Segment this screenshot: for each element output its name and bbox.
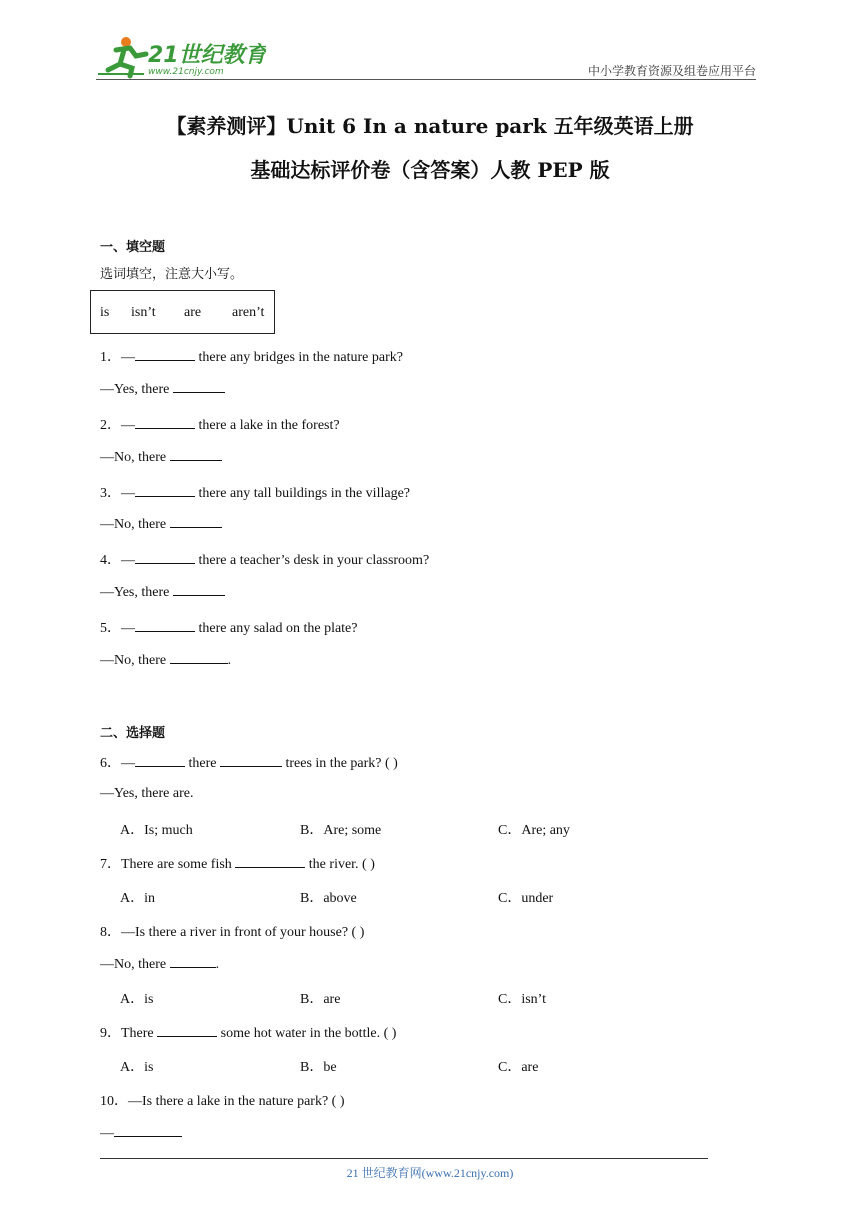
- answer-blank[interactable]: [114, 1124, 182, 1137]
- question-1: 1．— there any bridges in the nature park?: [100, 350, 403, 365]
- logo-text: 21世纪教育: [148, 43, 266, 68]
- question-10-sub: —: [100, 1124, 182, 1142]
- answer-1: —Yes, there: [100, 380, 225, 398]
- question-5: 5．— there any salad on the plate?: [100, 621, 358, 636]
- option-6c[interactable]: C．Are; any: [498, 823, 570, 838]
- option-9b[interactable]: B．be: [300, 1060, 337, 1075]
- word-bank-item: aren’t: [232, 305, 265, 320]
- question-9: 9．There some hot water in the bottle. ( ): [100, 1026, 397, 1041]
- answer-blank[interactable]: [220, 754, 282, 767]
- question-7: 7．There are some fish the river. ( ): [100, 857, 375, 872]
- section1-instruction: 选词填空，注意大小写。: [100, 267, 244, 282]
- page-title-line1: 【素养测评】Unit 6 In a nature park 五年级英语上册: [166, 114, 694, 138]
- word-bank-item: are: [184, 305, 202, 320]
- answer-blank[interactable]: [157, 1024, 217, 1037]
- option-7c[interactable]: C．under: [498, 891, 554, 906]
- question-4: 4．— there a teacher’s desk in your classroom?: [100, 553, 430, 568]
- answer-2: —No, there: [100, 448, 222, 466]
- option-6a[interactable]: A．Is; much: [120, 823, 193, 838]
- option-9c[interactable]: C．are: [498, 1060, 539, 1075]
- header-platform-text: 中小学教育资源及组卷应用平台: [587, 64, 756, 78]
- option-6b[interactable]: B．Are; some: [300, 823, 382, 838]
- answer-3: —No, there: [100, 515, 222, 533]
- option-8b[interactable]: B．are: [300, 992, 341, 1007]
- site-logo: [96, 34, 266, 80]
- option-7a[interactable]: A．in: [120, 891, 155, 906]
- option-7b[interactable]: B．above: [300, 891, 357, 906]
- question-3: 3．— there any tall buildings in the village?: [100, 486, 410, 501]
- answer-blank[interactable]: [170, 651, 228, 664]
- runner-logo-icon: [96, 34, 266, 80]
- answer-5: —No, there .: [100, 653, 232, 668]
- answer-blank[interactable]: [135, 754, 185, 767]
- question-8: 8．—Is there a river in front of your house? ( ): [100, 925, 365, 940]
- answer-blank[interactable]: [170, 515, 222, 528]
- word-bank-item: isn’t: [131, 305, 156, 320]
- answer-blank[interactable]: [135, 484, 195, 497]
- answer-blank[interactable]: [235, 855, 305, 868]
- answer-blank[interactable]: [135, 416, 195, 429]
- answer-blank[interactable]: [135, 551, 195, 564]
- page-title-line2: 基础达标评价卷（含答案）人教 PEP 版: [250, 158, 610, 182]
- answer-4: —Yes, there: [100, 583, 225, 601]
- answer-blank[interactable]: [173, 583, 225, 596]
- word-bank-box: [90, 290, 275, 334]
- option-8c[interactable]: C．isn’t: [498, 992, 546, 1007]
- section1-heading: 一、填空题: [100, 240, 166, 255]
- header-divider: [96, 79, 756, 80]
- answer-blank[interactable]: [135, 348, 195, 361]
- question-6: 6．— there trees in the park? ( ): [100, 756, 398, 771]
- option-8a[interactable]: A．is: [120, 992, 154, 1007]
- question-6-sub: —Yes, there are.: [100, 786, 194, 801]
- section2-heading: 二、选择题: [100, 726, 166, 741]
- answer-blank[interactable]: [135, 619, 195, 632]
- answer-blank[interactable]: [170, 448, 222, 461]
- footer-divider: [100, 1158, 708, 1159]
- option-9a[interactable]: A．is: [120, 1060, 154, 1075]
- answer-blank[interactable]: [170, 955, 216, 968]
- question-8-sub: —No, there .: [100, 957, 220, 972]
- logo-url: www.21cnjy.com: [148, 67, 224, 77]
- footer-link[interactable]: 21 世纪教育网(www.21cnjy.com): [346, 1166, 514, 1180]
- word-bank-item: is: [100, 305, 110, 320]
- answer-blank[interactable]: [173, 380, 225, 393]
- question-10: 10．—Is there a lake in the nature park? ( ): [100, 1094, 345, 1109]
- question-2: 2．— there a lake in the forest?: [100, 418, 340, 433]
